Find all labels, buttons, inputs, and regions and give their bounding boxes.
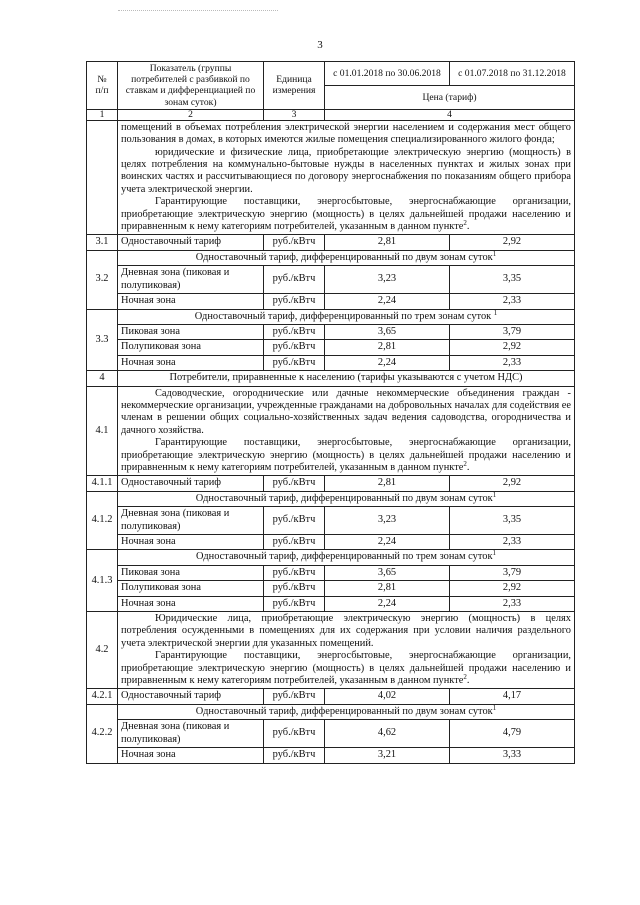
table-row <box>87 235 575 250</box>
row-number: 4.1 <box>87 386 118 476</box>
table-row <box>87 612 575 689</box>
table-row <box>87 294 575 309</box>
header-period-2: с 01.07.2018 по 31.12.2018 <box>450 62 575 86</box>
indicator: Одноставочный тариф <box>118 476 264 491</box>
footnote-ref: 1 <box>492 549 496 558</box>
unit: руб./кВтч <box>264 324 325 339</box>
price-h1: 2,24 <box>325 596 450 611</box>
paragraph-end: . <box>466 675 470 687</box>
row-number: 3.2 <box>87 250 118 309</box>
price-h2: 2,92 <box>450 340 575 355</box>
row-number: 4.2.2 <box>87 704 118 763</box>
table-row <box>87 491 575 506</box>
description <box>118 386 575 476</box>
table-row <box>87 266 575 294</box>
price-h2: 4,17 <box>450 689 575 704</box>
price-h1: 2,24 <box>325 294 450 309</box>
price-h1: 3,21 <box>325 748 450 763</box>
paragraph <box>121 437 571 474</box>
table-row <box>87 386 575 476</box>
indicator: Одноставочный тариф <box>118 235 264 250</box>
row-number: 3.1 <box>87 235 118 250</box>
subheader <box>118 309 575 324</box>
table-row <box>87 476 575 491</box>
table-row <box>87 340 575 355</box>
indicator: Пиковая зона <box>118 565 264 580</box>
price-h2: 2,33 <box>450 535 575 550</box>
footnote-ref: 2 <box>463 459 467 468</box>
subheader <box>118 491 575 506</box>
column-index: 4 <box>325 109 575 120</box>
row-number: 4.2 <box>87 612 118 689</box>
price-h2: 2,33 <box>450 355 575 370</box>
header-number: № п/п <box>87 62 118 110</box>
table-row <box>87 596 575 611</box>
price-h2: 3,35 <box>450 266 575 294</box>
subheader <box>118 550 575 565</box>
row-number: 4 <box>87 371 118 386</box>
price-h2: 3,79 <box>450 324 575 339</box>
unit: руб./кВтч <box>264 748 325 763</box>
indicator: Полупиковая зона <box>118 581 264 596</box>
paragraph-text: Гарантирующие поставщики, энергосбытовые, энергоснабжающие организации, приобретающие электрическую энергию (мощность) в целях дальнейшей продажи населению и приравненным к нему категориям потребителей, указанным в данном пункте <box>121 650 571 687</box>
scan-artifact <box>118 10 278 13</box>
subheader-text: Одноставочный тариф, дифференцированный по трем зонам суток <box>194 310 492 322</box>
unit: руб./кВтч <box>264 689 325 704</box>
table-row <box>87 720 575 748</box>
indicator: Ночная зона <box>118 294 264 309</box>
subheader-text: Одноставочный тариф, дифференцированный по двум зонам суток <box>195 492 493 504</box>
section-title: Потребители, приравненные к населению (тарифы указываются с учетом НДС) <box>118 371 575 386</box>
unit: руб./кВтч <box>264 355 325 370</box>
price-h1: 2,81 <box>325 476 450 491</box>
subheader <box>118 250 575 265</box>
table-row <box>87 565 575 580</box>
paragraph: Садоводческие, огороднические или дачные некоммерческие объединения граждан - некоммерческие организации, учрежденные гражданами на добровольных началах для содействия ее членам в решении общих социально-хозяйственных задач ведения садоводства, огородничества и дачного хозяйства. <box>121 387 571 436</box>
table-row <box>87 550 575 565</box>
footnote-ref: 1 <box>492 250 497 258</box>
table-row <box>87 581 575 596</box>
subheader-text: Одноставочный тариф, дифференцированный по двум зонам суток <box>195 251 493 263</box>
unit: руб./кВтч <box>264 581 325 596</box>
paragraph-end: . <box>466 221 470 233</box>
row-number: 4.1.2 <box>87 491 118 550</box>
indicator: Ночная зона <box>118 748 264 763</box>
description <box>118 612 575 689</box>
unit: руб./кВтч <box>264 535 325 550</box>
price-h2: 2,92 <box>450 235 575 250</box>
subheader-text: Одноставочный тариф, дифференцированный по трем зонам суток <box>196 551 493 563</box>
paragraph: помещений в объемах потребления электрической энергии населением и содержания мест общего пользования в домах, в которых имеются жилые помещения специализированного жилого фонда; <box>121 121 571 146</box>
paragraph-end: . <box>466 461 470 473</box>
unit: руб./кВтч <box>264 507 325 535</box>
unit: руб./кВтч <box>264 294 325 309</box>
header-indicator: Показатель (группы потребителей с разбивкой по ставкам и дифференциацией по зонам суток) <box>118 62 264 110</box>
price-h1: 3,23 <box>325 507 450 535</box>
header-row <box>87 62 575 86</box>
header-unit: Единица измерения <box>264 62 325 110</box>
indicator: Полупиковая зона <box>118 340 264 355</box>
column-index-row <box>87 109 575 120</box>
price-h1: 3,23 <box>325 266 450 294</box>
table-row <box>87 507 575 535</box>
paragraph <box>121 196 571 233</box>
table-row <box>87 535 575 550</box>
unit: руб./кВтч <box>264 235 325 250</box>
indicator: Дневная зона (пиковая и полупиковая) <box>118 507 264 535</box>
price-h2: 3,35 <box>450 507 575 535</box>
subheader-text: Одноставочный тариф, дифференцированный по двум зонам суток <box>195 705 493 717</box>
indicator: Пиковая зона <box>118 324 264 339</box>
price-h1: 2,81 <box>325 581 450 596</box>
paragraph: Юридические лица, приобретающие электрическую энергию (мощность) в целях потребления осужденными в помещениях для их содержания при условии наличия раздельного учета электрической энергии для указанных помещений. <box>121 613 571 649</box>
footnote-ref: 2 <box>463 219 467 228</box>
price-h1: 3,65 <box>325 324 450 339</box>
indicator: Дневная зона (пиковая и полупиковая) <box>118 266 264 294</box>
paragraph: юридические и физические лица, приобретающие электрическую энергию (мощность) в целях потребления на коммунально-бытовые нужды в населенных пунктах и жилых зонах при воинских частях и рассчитывающиеся по договору энергоснабжения по показаниям общего прибора учета электрической энергии. <box>121 146 571 195</box>
price-h1: 4,02 <box>325 689 450 704</box>
price-h1: 3,65 <box>325 565 450 580</box>
paragraph-text: Гарантирующие поставщики, энергосбытовые, энергоснабжающие организации, приобретающие электрическую энергию (мощность) в целях дальнейшей продажи населению и приравненным к нему категориям потребителей, указанным в данном пункте <box>121 437 571 473</box>
unit: руб./кВтч <box>264 340 325 355</box>
table-row <box>87 309 575 324</box>
price-h2: 2,92 <box>450 581 575 596</box>
price-h1: 2,81 <box>325 340 450 355</box>
intro-row <box>87 120 575 235</box>
price-h2: 3,79 <box>450 565 575 580</box>
page-number: 3 <box>317 39 323 51</box>
unit: руб./кВтч <box>264 596 325 611</box>
price-h2: 2,92 <box>450 476 575 491</box>
table-row <box>87 689 575 704</box>
footnote-ref: 1 <box>492 704 497 712</box>
price-h2: 2,33 <box>450 294 575 309</box>
indicator: Одноставочный тариф <box>118 689 264 704</box>
paragraph <box>121 650 571 687</box>
header-price: Цена (тариф) <box>325 85 575 109</box>
column-index: 2 <box>118 109 264 120</box>
row-number: 4.1.1 <box>87 476 118 491</box>
column-index: 1 <box>87 109 118 120</box>
unit: руб./кВтч <box>264 476 325 491</box>
row-number: 3.3 <box>87 309 118 371</box>
table-row <box>87 250 575 265</box>
indicator: Дневная зона (пиковая и полупиковая) <box>118 720 264 748</box>
subheader <box>118 704 575 719</box>
price-h1: 2,81 <box>325 235 450 250</box>
price-h1: 2,24 <box>325 535 450 550</box>
price-h2: 2,33 <box>450 596 575 611</box>
price-h2: 3,33 <box>450 748 575 763</box>
section-row <box>87 371 575 386</box>
price-h1: 4,62 <box>325 720 450 748</box>
indicator: Ночная зона <box>118 355 264 370</box>
footnote-ref: 2 <box>463 673 467 682</box>
empty-cell <box>87 120 118 235</box>
price-h1: 2,24 <box>325 355 450 370</box>
table-row <box>87 748 575 763</box>
footnote-ref: 1 <box>492 491 497 499</box>
footnote-ref: 1 <box>493 309 498 317</box>
intro-text <box>118 120 575 235</box>
price-h2: 4,79 <box>450 720 575 748</box>
table-row <box>87 704 575 719</box>
paragraph-text: Гарантирующие поставщики, энергосбытовые, энергоснабжающие организации, приобретающие электрическую энергию (мощность) в целях дальнейшей продажи населению и приравненным к нему категориям потребителей, указанным в данном пункте <box>121 196 571 233</box>
row-number: 4.1.3 <box>87 550 118 612</box>
unit: руб./кВтч <box>264 565 325 580</box>
tariff-table <box>86 61 575 764</box>
header-period-1: с 01.01.2018 по 30.06.2018 <box>325 62 450 86</box>
row-number: 4.2.1 <box>87 689 118 704</box>
indicator: Ночная зона <box>118 596 264 611</box>
indicator: Ночная зона <box>118 535 264 550</box>
table-row <box>87 355 575 370</box>
column-index: 3 <box>264 109 325 120</box>
unit: руб./кВтч <box>264 720 325 748</box>
unit: руб./кВтч <box>264 266 325 294</box>
table-row <box>87 324 575 339</box>
